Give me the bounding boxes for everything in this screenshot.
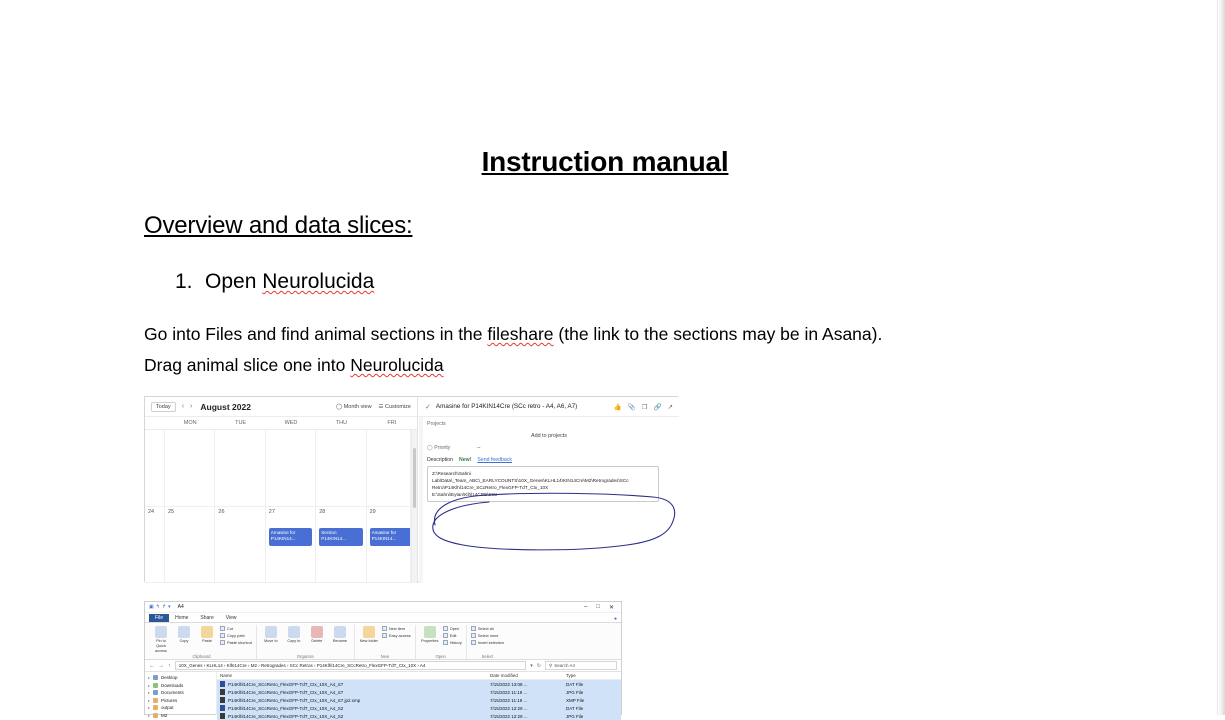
edit-icon [443,633,448,638]
ribbon-edit[interactable]: Edit [443,633,462,638]
asana-projects-label: Projects [427,421,446,427]
step-text-misspelled: Neurolucida [262,270,375,293]
rename-icon [334,626,346,638]
ribbon-new-folder[interactable]: New folder [359,626,379,644]
explorer-nav-pane [145,672,217,718]
calendar-day-cell[interactable] [215,507,265,584]
file-icon [220,689,225,695]
minimize-icon[interactable]: – [584,603,588,610]
ribbon-rename[interactable]: Rename [330,626,350,644]
asana-priority-value[interactable]: -- [477,445,481,451]
move-to-icon [265,626,277,638]
history-icon [443,640,448,645]
asana-priority-row [427,445,671,451]
calendar-month-view-button[interactable]: ◯ Month view [336,403,372,410]
file-date: 7/15/2022 11:19 ... [490,697,528,703]
link-icon[interactable]: 🔗 [653,403,662,411]
asana-task-panel [419,397,679,583]
section-heading: Overview and data slices: [144,212,413,239]
step-text: Open [205,270,263,293]
ribbon-select-all[interactable]: Select all [471,626,504,631]
copy-to-icon [288,626,300,638]
asana-task-body [419,417,679,506]
calendar-today-button[interactable]: Today [151,402,176,412]
table-row[interactable] [217,688,621,696]
complete-check-icon[interactable]: ✓ [425,403,431,411]
path-line-1: Z:\Research\Sahni [432,471,471,476]
calendar-event[interactable]: Amasine for P14KIN14... [370,528,413,546]
weekday-wed: WED [284,420,298,426]
calendar-prev-icon[interactable]: ‹ [181,403,185,410]
column-header-date[interactable]: Date modified [490,673,518,678]
tab-view[interactable]: View [225,615,237,621]
help-icon[interactable]: ● [613,616,617,622]
nav-item-downloads[interactable]: ▸ Downloads [148,682,184,688]
calendar-week-gutter [145,430,165,507]
file-date: 7/15/2022 13:08 ... [490,681,528,687]
calendar-toolbar [145,397,417,417]
page-edge-shadow [1217,0,1225,715]
calendar-panel [145,397,418,583]
asana-task-header [419,397,679,417]
back-icon[interactable]: ← [149,662,155,669]
asana-add-to-projects[interactable]: Add to projects [531,433,567,439]
table-row[interactable] [217,704,621,712]
search-placeholder: Search A4 [554,663,576,668]
ribbon-pin-to-quick-access[interactable]: Pin to Quick access [151,626,171,654]
file-icon [220,697,225,703]
calendar-weekday-header [145,417,417,430]
nav-item-pictures[interactable]: ▸ Pictures [148,697,178,703]
ribbon-group-clipboard [147,625,257,659]
file-name: P14Klhl14Cre_SCcRetro_FlexGFP-TdT_Ctx_10X_A4_S2 [228,705,344,711]
calendar-divider-2 [410,430,411,583]
file-type: XMP File [566,697,585,703]
copy-path-icon [220,633,225,638]
calendar-day-cell[interactable] [266,507,316,584]
nav-item-output[interactable]: ▸ output [148,705,174,710]
calendar-day-number: 28 [319,508,326,515]
file-date: 7/15/2022 11:19 ... [490,689,528,695]
file-list-header [217,672,621,680]
up-icon[interactable]: ↑ [168,662,171,669]
close-icon[interactable]: ✕ [608,604,614,611]
file-type: DAT File [566,705,584,711]
calendar-day-number: 29 [369,508,376,515]
path-line-3: E:\Sahni\Eytan\Klhl14CRE\SCc [432,492,498,497]
select-none-icon [471,633,476,638]
ribbon-open[interactable]: Open [443,626,462,631]
nav-item-m2[interactable]: ▸ M2 [148,712,168,718]
weekday-fri: FRI [387,420,397,426]
calendar-month-label: August 2022 [200,401,251,412]
search-icon: ⚲ [549,662,553,668]
explorer-file-list [217,672,621,719]
asana-projects-row [427,421,671,427]
calendar-day-cell[interactable] [165,430,215,507]
paragraph-1-part-b: (the link to the sections may be in Asana). [553,324,883,344]
calendar-grid [145,430,417,583]
numbered-list-item [175,270,374,294]
file-type: JPG File [566,689,584,695]
calendar-day-number: 25 [168,508,175,515]
open-icon [443,626,448,631]
forward-icon[interactable]: → [158,662,164,669]
ribbon-group-label: Select [481,654,494,659]
asana-left-gutter [419,417,423,583]
file-name: P14Klhl14Cre_SCcRetro_FlexGFP-TdT_Ctx_10X_A4_S7.jp2.xmp [228,697,361,703]
ribbon-cut[interactable]: Cut [220,626,252,631]
calendar-next-icon[interactable]: › [190,403,193,410]
chevron-down-icon[interactable]: ▾ [168,604,171,610]
properties-icon [424,626,436,638]
embedded-screenshot-file-explorer [144,601,622,719]
attachment-icon[interactable]: 📎 [627,403,636,411]
file-name: P14Klhl14Cre_SCcRetro_FlexGFP-TdT_Ctx_10X_A4_S7 [228,681,344,687]
file-type: DAT File [566,681,584,687]
calendar-week-gutter [145,507,165,584]
ribbon-group-select [467,625,508,659]
paragraph-1-misspelled: fileshare [487,324,554,344]
address-dropdown-icon[interactable]: ▾ [530,662,533,669]
cut-icon [220,626,225,631]
ribbon-move-to[interactable]: Move to [261,626,281,644]
paragraph-2 [144,352,1104,378]
asana-new-badge: New! [458,457,472,463]
undo-icon[interactable]: ↰ [155,604,160,610]
file-date: 7/15/2022 12:29 ... [490,713,528,719]
column-header-type[interactable]: Type [566,673,576,678]
ribbon-history[interactable]: History [443,640,462,645]
duplicate-icon[interactable]: ❐ [641,403,648,411]
ribbon-group-organize [257,625,355,659]
documents-icon [153,690,158,695]
tab-home[interactable]: Home [175,615,189,621]
calendar-event[interactable]: Section P14KIN14... [319,528,362,546]
path-line-2: Lab\Data\_Team_ABC\_EARLYCOUNTS\10X_Genes\KLHL14\KIN14Cre\M2\Retrogrades\SCc Retro\P14Klhl14Cre_SCcRetro_FlexGFP-TdT_Ctx_10X [432,478,629,490]
pin-icon [155,626,167,638]
asana-task-title: Amasine for P14KIN14Cre (SCc retro - A4, A6, A7) [435,403,578,410]
downloads-icon [153,683,158,688]
column-header-name[interactable]: Name [220,673,233,678]
ribbon-group-label: Clipboard [192,654,211,659]
embedded-screenshot-calendar-asana [144,396,678,582]
calendar-divider [411,430,412,583]
nav-item-documents[interactable]: ▸ Documents [148,690,184,695]
asana-send-feedback-link[interactable]: Send feedback [477,457,512,463]
list-number: 1. [175,270,193,293]
ribbon-easy-access[interactable]: Easy access [382,633,411,638]
calendar-day-number: 24 [148,508,155,515]
ribbon-select-none[interactable]: Select none [471,633,504,638]
paste-icon [201,626,213,638]
tab-share[interactable]: Share [200,615,214,621]
breadcrumb[interactable]: 10X_Genes › KLHL14 › KlhI14Cre › M2 › Retrogrades › SCc Retros › P14Klhl14Cre_SCcRetro_FlexGFP-TdT_Ctx_10X › A4 [175,661,527,670]
file-date: 7/15/2022 12:29 ... [490,705,528,711]
ribbon-invert-selection[interactable]: Invert selection [471,640,504,645]
calendar-day-cell[interactable] [266,430,316,507]
search-input[interactable] [545,661,617,670]
tab-file[interactable]: File [149,614,169,622]
delete-icon [311,626,323,638]
nav-item-desktop[interactable]: ▸ Desktop [148,675,178,680]
calendar-day-number: 26 [218,508,225,515]
ribbon-group-new [355,625,416,659]
ribbon-group-label: Open [435,654,446,659]
weekday-thu: THU [335,420,348,426]
save-icon[interactable]: ▣ [149,604,154,610]
ribbon-copy-path[interactable]: Copy path [220,633,252,638]
weekday-tue: TUE [235,420,247,426]
asana-priority-label: ◯ Priority [427,445,451,451]
easy-access-icon [382,633,387,638]
table-row[interactable] [217,696,621,704]
maximize-icon[interactable]: □ [596,603,600,610]
file-icon [220,713,225,719]
folder-icon [153,713,158,718]
asana-description-label: Description [427,457,453,463]
file-icon [220,705,225,711]
paste-shortcut-icon [220,640,225,645]
desktop-icon [153,675,158,680]
calendar-day-number: 27 [268,508,275,515]
calendar-day-cell[interactable] [215,430,265,507]
paragraph-2-misspelled: Neurolucida [350,355,444,375]
explorer-main [145,672,621,719]
calendar-event[interactable]: Amasine for P14KIN14... [269,528,312,546]
select-all-icon [471,626,476,631]
explorer-window-title: A4 [177,604,184,610]
paragraph-2-part-a: Drag animal slice one into [144,355,351,375]
ribbon-paste-shortcut[interactable]: Paste shortcut [220,640,252,645]
explorer-address-bar [145,660,621,672]
asana-description-header [427,457,671,463]
ribbon-new-item[interactable]: New item [382,626,411,631]
new-item-icon [382,626,387,631]
refresh-icon[interactable]: ↻ [536,662,541,669]
file-type: JPG File [566,713,584,719]
explorer-ribbon [145,623,621,660]
weekday-mon: MON [183,420,197,426]
redo-icon[interactable]: ↱ [161,604,167,610]
new-folder-icon [363,626,375,638]
calendar-day-cell[interactable] [165,507,215,584]
thumbs-up-icon[interactable]: 👍 [613,403,622,411]
calendar-day-cell[interactable] [316,430,366,507]
ribbon-group-label: New [380,654,389,659]
asana-description-paths[interactable] [427,466,659,502]
ribbon-group-label: Organize [296,654,314,659]
calendar-day-cell[interactable] [316,507,366,584]
file-name: P14Klhl14Cre_SCcRetro_FlexGFP-TdT_Ctx_10X_A4_S7 [228,689,344,695]
ribbon-paste[interactable]: Paste [197,626,217,644]
explorer-titlebar [145,602,621,613]
folder-icon [153,705,158,710]
table-row[interactable] [217,712,621,720]
ribbon-properties[interactable]: Properties [420,626,440,644]
ribbon-group-open [416,625,467,659]
calendar-customize-button[interactable]: ☲ Customize [378,403,411,410]
pictures-icon [153,698,158,703]
table-row[interactable] [217,680,621,688]
invert-selection-icon [471,640,476,645]
ribbon-copy[interactable]: Copy [174,626,194,644]
file-name: P14Klhl14Cre_SCcRetro_FlexGFP-TdT_Ctx_10X_A4_S2 [228,713,344,719]
page-title: Instruction manual [481,146,729,177]
copy-icon [178,626,190,638]
ribbon-delete[interactable]: Delete [307,626,327,644]
ribbon-copy-to[interactable]: Copy to [284,626,304,644]
calendar-scrollbar[interactable] [412,430,417,583]
explorer-ribbon-tabs [145,613,621,623]
paragraph-1-part-a: Go into Files and find animal sections in the [144,324,488,344]
scrollbar-thumb[interactable] [413,448,416,508]
paragraph-1 [144,321,1104,347]
file-icon [220,681,225,687]
expand-icon[interactable]: ↗ [667,403,673,411]
